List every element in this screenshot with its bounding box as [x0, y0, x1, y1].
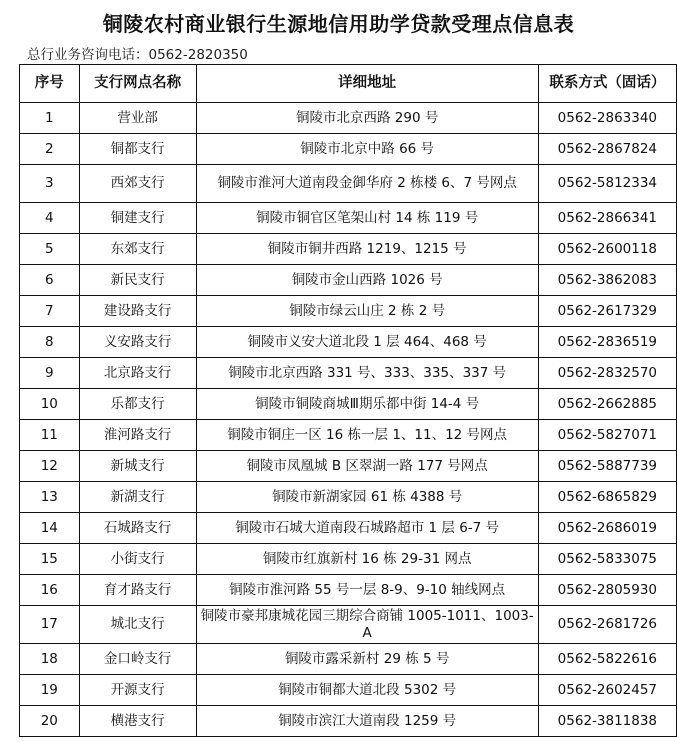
table-row: [20, 451, 677, 482]
row-number: 15: [20, 544, 80, 575]
table-row: [20, 134, 677, 165]
table-row: [20, 203, 677, 234]
table-row: [20, 644, 677, 675]
branch-address: 铜陵市淮河路 55 号一层 8-9、9-10 轴线网点: [196, 575, 538, 606]
row-number: 5: [20, 234, 80, 265]
branch-address: 铜陵市铜官区笔架山村 14 栋 119 号: [196, 203, 538, 234]
branch-phone: 0562-5812334: [538, 165, 676, 203]
branch-phone: 0562-5827071: [538, 420, 676, 451]
branch-phone: 0562-2617329: [538, 296, 676, 327]
branch-phone: 0562-2867824: [538, 134, 676, 165]
branch-name: 铜都支行: [79, 134, 196, 165]
branch-phone: 0562-2686019: [538, 513, 676, 544]
branch-address: 铜陵市石城大道南段石城路超市 1 层 6-7 号: [196, 513, 538, 544]
branch-address: 铜陵市新湖家园 61 栋 4388 号: [196, 482, 538, 513]
branch-phone: 0562-5833075: [538, 544, 676, 575]
branch-name: 铜建支行: [79, 203, 196, 234]
branch-address: 铜陵市淮河大道南段金御华府 2 栋楼 6、7 号网点: [196, 165, 538, 203]
table-row: [20, 389, 677, 420]
row-number: 14: [20, 513, 80, 544]
branch-phone: 0562-2600118: [538, 234, 676, 265]
row-number: 13: [20, 482, 80, 513]
row-number: 20: [20, 706, 80, 737]
table-row: [20, 165, 677, 203]
row-number: 17: [20, 606, 80, 644]
branch-phone: 0562-2662885: [538, 389, 676, 420]
branch-name: 开源支行: [79, 675, 196, 706]
branch-name: 石城路支行: [79, 513, 196, 544]
branch-address: 铜陵市铜庄一区 16 栋一层 1、11、12 号网点: [196, 420, 538, 451]
branch-address: 铜陵市北京西路 331 号、333、335、337 号: [196, 358, 538, 389]
row-number: 4: [20, 203, 80, 234]
table-row: [20, 544, 677, 575]
table-row: [20, 234, 677, 265]
branch-phone: 0562-3862083: [538, 265, 676, 296]
table-row: [20, 265, 677, 296]
hotline-text: 总行业务咨询电话：0562-2820350: [27, 47, 248, 63]
branch-name: 横港支行: [79, 706, 196, 737]
row-number: 6: [20, 265, 80, 296]
header-address: 详细地址: [196, 65, 538, 103]
table-row: [20, 706, 677, 737]
branch-address: 铜陵市铜都大道北段 5302 号: [196, 675, 538, 706]
row-number: 10: [20, 389, 80, 420]
page-title: 铜陵农村商业银行生源地信用助学贷款受理点信息表: [102, 12, 575, 36]
branch-name: 小街支行: [79, 544, 196, 575]
row-number: 9: [20, 358, 80, 389]
branch-name: 新城支行: [79, 451, 196, 482]
branch-name: 建设路支行: [79, 296, 196, 327]
table-row: [20, 513, 677, 544]
branch-name: 营业部: [79, 103, 196, 134]
branch-name: 西郊支行: [79, 165, 196, 203]
branch-name: 金口岭支行: [79, 644, 196, 675]
table-row: [20, 606, 677, 644]
branch-name: 新民支行: [79, 265, 196, 296]
branch-phone: 0562-5822616: [538, 644, 676, 675]
table-row: [20, 296, 677, 327]
row-number: 2: [20, 134, 80, 165]
branch-name: 东郊支行: [79, 234, 196, 265]
table-row: [20, 675, 677, 706]
table-row: [20, 420, 677, 451]
table-row: [20, 575, 677, 606]
branch-phone: 0562-2866341: [538, 203, 676, 234]
branch-table: [19, 64, 677, 737]
branch-address: 铜陵市绿云山庄 2 栋 2 号: [196, 296, 538, 327]
row-number: 7: [20, 296, 80, 327]
branch-name: 北京路支行: [79, 358, 196, 389]
branch-phone: 0562-3811838: [538, 706, 676, 737]
row-number: 3: [20, 165, 80, 203]
branch-phone: 0562-2681726: [538, 606, 676, 644]
table-row: [20, 327, 677, 358]
row-number: 16: [20, 575, 80, 606]
branch-name: 乐都支行: [79, 389, 196, 420]
row-number: 18: [20, 644, 80, 675]
row-number: 12: [20, 451, 80, 482]
row-number: 8: [20, 327, 80, 358]
branch-name: 新湖支行: [79, 482, 196, 513]
branch-phone: 0562-6865829: [538, 482, 676, 513]
header-no: 序号: [20, 65, 80, 103]
table-row: [20, 482, 677, 513]
table-row: [20, 358, 677, 389]
branch-phone: 0562-2832570: [538, 358, 676, 389]
table-header-row: [20, 65, 677, 103]
branch-address: 铜陵市义安大道北段 1 层 464、468 号: [196, 327, 538, 358]
branch-name: 城北支行: [79, 606, 196, 644]
header-branch-name: 支行网点名称: [79, 65, 196, 103]
branch-phone: 0562-2836519: [538, 327, 676, 358]
header-phone: 联系方式（固话）: [538, 65, 676, 103]
branch-phone: 0562-2805930: [538, 575, 676, 606]
branch-address: 铜陵市红旗新村 16 栋 29-31 网点: [196, 544, 538, 575]
branch-address: 铜陵市金山西路 1026 号: [196, 265, 538, 296]
branch-address: 铜陵市北京西路 290 号: [196, 103, 538, 134]
branch-address: 铜陵市豪邦康城花园三期综合商铺 1005-1011、1003-A: [196, 606, 538, 644]
table-row: [20, 103, 677, 134]
branch-address: 铜陵市露采新村 29 栋 5 号: [196, 644, 538, 675]
branch-address: 铜陵市滨江大道南段 1259 号: [196, 706, 538, 737]
branch-phone: 0562-5887739: [538, 451, 676, 482]
branch-phone: 0562-2602457: [538, 675, 676, 706]
row-number: 11: [20, 420, 80, 451]
branch-address: 铜陵市铜井西路 1219、1215 号: [196, 234, 538, 265]
branch-address: 铜陵市凤凰城 B 区翠湖一路 177 号网点: [196, 451, 538, 482]
branch-address: 铜陵市北京中路 66 号: [196, 134, 538, 165]
branch-name: 义安路支行: [79, 327, 196, 358]
branch-phone: 0562-2863340: [538, 103, 676, 134]
row-number: 1: [20, 103, 80, 134]
row-number: 19: [20, 675, 80, 706]
branch-address: 铜陵市铜陵商城Ⅲ期乐都中街 14-4 号: [196, 389, 538, 420]
branch-name: 育才路支行: [79, 575, 196, 606]
branch-name: 淮河路支行: [79, 420, 196, 451]
